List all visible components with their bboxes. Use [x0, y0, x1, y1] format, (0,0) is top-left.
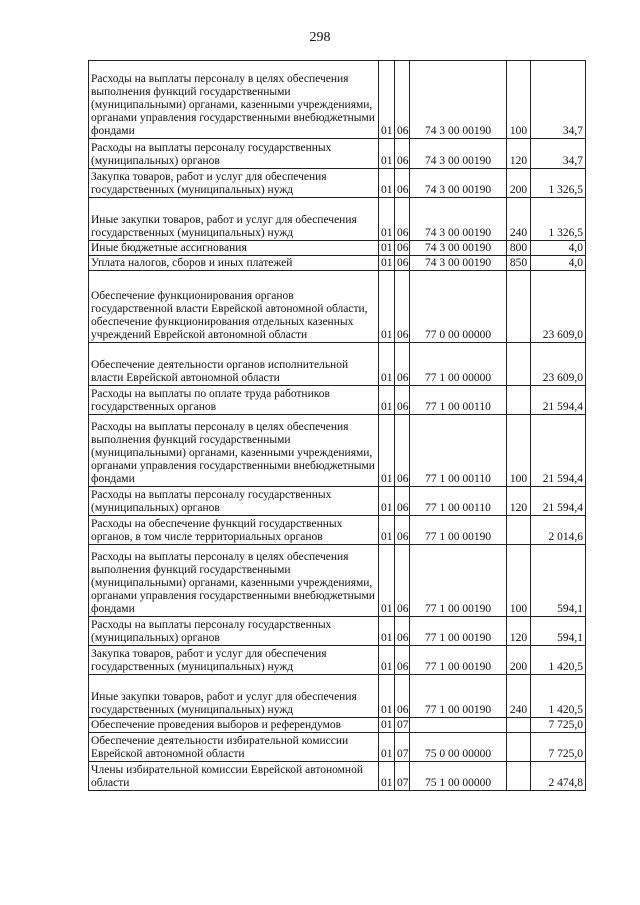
row-amount: 7 725,0: [531, 718, 586, 733]
row-section-code: 01: [379, 762, 395, 791]
row-subsection-code: 06: [395, 617, 410, 646]
row-target-article-code: 74 3 00 00190: [410, 169, 507, 198]
row-target-article-code: 75 1 00 00000: [410, 762, 507, 791]
row-section-code: 01: [379, 343, 395, 386]
row-amount: 1 420,5: [531, 646, 586, 675]
row-name: Расходы на выплаты персоналу в целях обеспечения выполнения функций государственными (муниципальными) органами, казенными учреждениями, органами управления государственными внебюджетными фондами: [89, 545, 379, 617]
row-target-article-code: 77 1 00 00190: [410, 516, 507, 545]
row-expense-type-code: 800: [507, 241, 531, 256]
row-target-article-code: 77 1 00 00110: [410, 487, 507, 516]
row-amount: 4,0: [531, 256, 586, 271]
row-target-article-code: 74 3 00 00190: [410, 139, 507, 169]
row-name: Закупка товаров, работ и услуг для обеспечения государственных (муниципальных) нужд: [89, 646, 379, 675]
row-target-article-code: 77 1 00 00110: [410, 415, 507, 487]
row-subsection-code: 06: [395, 415, 410, 487]
table-row: [89, 169, 586, 198]
row-section-code: 01: [379, 487, 395, 516]
row-target-article-code: 77 1 00 00190: [410, 617, 507, 646]
row-section-code: 01: [379, 718, 395, 733]
table-row: [89, 271, 586, 343]
row-target-article-code: 77 1 00 00190: [410, 675, 507, 718]
row-amount: 4,0: [531, 241, 586, 256]
row-subsection-code: 06: [395, 545, 410, 617]
row-amount: 34,7: [531, 61, 586, 139]
row-subsection-code: 06: [395, 487, 410, 516]
table-row: [89, 545, 586, 617]
table-row: [89, 139, 586, 169]
row-expense-type-code: 200: [507, 646, 531, 675]
row-amount: 2 014,6: [531, 516, 586, 545]
row-target-article-code: 74 3 00 00190: [410, 241, 507, 256]
row-amount: 594,1: [531, 545, 586, 617]
row-expense-type-code: [507, 718, 531, 733]
row-amount: 594,1: [531, 617, 586, 646]
row-section-code: 01: [379, 169, 395, 198]
row-expense-type-code: [507, 516, 531, 545]
row-section-code: 01: [379, 198, 395, 241]
table-row: [89, 343, 586, 386]
row-section-code: 01: [379, 241, 395, 256]
row-name: Обеспечение деятельности избирательной комиссии Еврейской автономной области: [89, 733, 379, 762]
table-row: [89, 675, 586, 718]
budget-table-body: [89, 61, 586, 791]
row-subsection-code: 06: [395, 256, 410, 271]
row-expense-type-code: [507, 343, 531, 386]
row-name: Члены избирательной комиссии Еврейской автономной области: [89, 762, 379, 791]
row-target-article-code: 75 0 00 00000: [410, 733, 507, 762]
row-amount: 1 326,5: [531, 169, 586, 198]
row-section-code: 01: [379, 617, 395, 646]
row-amount: 23 609,0: [531, 343, 586, 386]
row-name: Расходы на выплаты персоналу государственных (муниципальных) органов: [89, 487, 379, 516]
row-name: Обеспечение функционирования органов государственной власти Еврейской автономной области, обеспечение функционирования отдельных казенных учреждений Еврейской автономной области: [89, 271, 379, 343]
page-number: 298: [309, 30, 331, 45]
row-expense-type-code: 100: [507, 61, 531, 139]
row-target-article-code: 77 1 00 00190: [410, 646, 507, 675]
row-amount: 23 609,0: [531, 271, 586, 343]
row-subsection-code: 06: [395, 516, 410, 545]
table-row: [89, 617, 586, 646]
row-expense-type-code: [507, 762, 531, 791]
row-target-article-code: 77 1 00 00000: [410, 343, 507, 386]
row-expense-type-code: 100: [507, 545, 531, 617]
table-row: [89, 415, 586, 487]
row-name: Иные закупки товаров, работ и услуг для обеспечения государственных (муниципальных) нужд: [89, 198, 379, 241]
row-expense-type-code: 120: [507, 487, 531, 516]
table-row: [89, 61, 586, 139]
row-expense-type-code: 200: [507, 169, 531, 198]
row-section-code: 01: [379, 271, 395, 343]
row-name: Закупка товаров, работ и услуг для обеспечения государственных (муниципальных) нужд: [89, 169, 379, 198]
row-section-code: 01: [379, 646, 395, 675]
row-target-article-code: 77 1 00 00190: [410, 545, 507, 617]
row-name: Обеспечение деятельности органов исполнительной власти Еврейской автономной области: [89, 343, 379, 386]
row-section-code: 01: [379, 733, 395, 762]
table-row: [89, 256, 586, 271]
row-name: Уплата налогов, сборов и иных платежей: [89, 256, 379, 271]
table-row: [89, 487, 586, 516]
table-row: [89, 646, 586, 675]
row-subsection-code: 06: [395, 271, 410, 343]
row-amount: 2 474,8: [531, 762, 586, 791]
row-name: Иные закупки товаров, работ и услуг для обеспечения государственных (муниципальных) нужд: [89, 675, 379, 718]
row-subsection-code: 06: [395, 169, 410, 198]
row-subsection-code: 06: [395, 61, 410, 139]
row-amount: 1 420,5: [531, 675, 586, 718]
table-row: [89, 198, 586, 241]
row-expense-type-code: [507, 733, 531, 762]
row-name: Иные бюджетные ассигнования: [89, 241, 379, 256]
row-subsection-code: 07: [395, 718, 410, 733]
row-subsection-code: 07: [395, 762, 410, 791]
table-row: [89, 762, 586, 791]
row-expense-type-code: 850: [507, 256, 531, 271]
row-name: Расходы на выплаты персоналу в целях обеспечения выполнения функций государственными (муниципальными) органами, казенными учреждениями, органами управления государственными внебюджетными фондами: [89, 61, 379, 139]
row-name: Расходы на обеспечение функций государственных органов, в том числе территориальных органов: [89, 516, 379, 545]
row-amount: 1 326,5: [531, 198, 586, 241]
row-expense-type-code: 100: [507, 415, 531, 487]
row-section-code: 01: [379, 516, 395, 545]
row-subsection-code: 06: [395, 139, 410, 169]
row-target-article-code: 77 1 00 00110: [410, 386, 507, 415]
row-name: Расходы на выплаты персоналу в целях обеспечения выполнения функций государственными (муниципальными) органами, казенными учреждениями, органами управления государственными внебюджетными фондами: [89, 415, 379, 487]
row-target-article-code: [410, 718, 507, 733]
row-section-code: 01: [379, 61, 395, 139]
row-subsection-code: 06: [395, 198, 410, 241]
row-section-code: 01: [379, 675, 395, 718]
row-expense-type-code: [507, 386, 531, 415]
table-row: [89, 386, 586, 415]
row-expense-type-code: 240: [507, 675, 531, 718]
budget-table: [88, 60, 586, 791]
row-amount: 7 725,0: [531, 733, 586, 762]
row-name: Расходы на выплаты персоналу государственных (муниципальных) органов: [89, 617, 379, 646]
row-expense-type-code: 240: [507, 198, 531, 241]
row-subsection-code: 06: [395, 343, 410, 386]
row-name: Расходы на выплаты персоналу государственных (муниципальных) органов: [89, 139, 379, 169]
row-name: Расходы на выплаты по оплате труда работников государственных органов: [89, 386, 379, 415]
row-section-code: 01: [379, 139, 395, 169]
row-expense-type-code: 120: [507, 139, 531, 169]
row-name: Обеспечение проведения выборов и референдумов: [89, 718, 379, 733]
row-section-code: 01: [379, 415, 395, 487]
row-expense-type-code: [507, 271, 531, 343]
table-row: [89, 241, 586, 256]
row-subsection-code: 06: [395, 241, 410, 256]
row-subsection-code: 06: [395, 386, 410, 415]
row-section-code: 01: [379, 545, 395, 617]
row-target-article-code: 74 3 00 00190: [410, 198, 507, 241]
row-subsection-code: 06: [395, 646, 410, 675]
row-target-article-code: 77 0 00 00000: [410, 271, 507, 343]
table-row: [89, 516, 586, 545]
row-amount: 21 594,4: [531, 487, 586, 516]
row-subsection-code: 06: [395, 675, 410, 718]
row-expense-type-code: 120: [507, 617, 531, 646]
table-row: [89, 718, 586, 733]
row-subsection-code: 07: [395, 733, 410, 762]
row-section-code: 01: [379, 256, 395, 271]
row-amount: 34,7: [531, 139, 586, 169]
row-target-article-code: 74 3 00 00190: [410, 256, 507, 271]
row-section-code: 01: [379, 386, 395, 415]
table-row: [89, 733, 586, 762]
row-amount: 21 594,4: [531, 415, 586, 487]
row-target-article-code: 74 3 00 00190: [410, 61, 507, 139]
row-amount: 21 594,4: [531, 386, 586, 415]
